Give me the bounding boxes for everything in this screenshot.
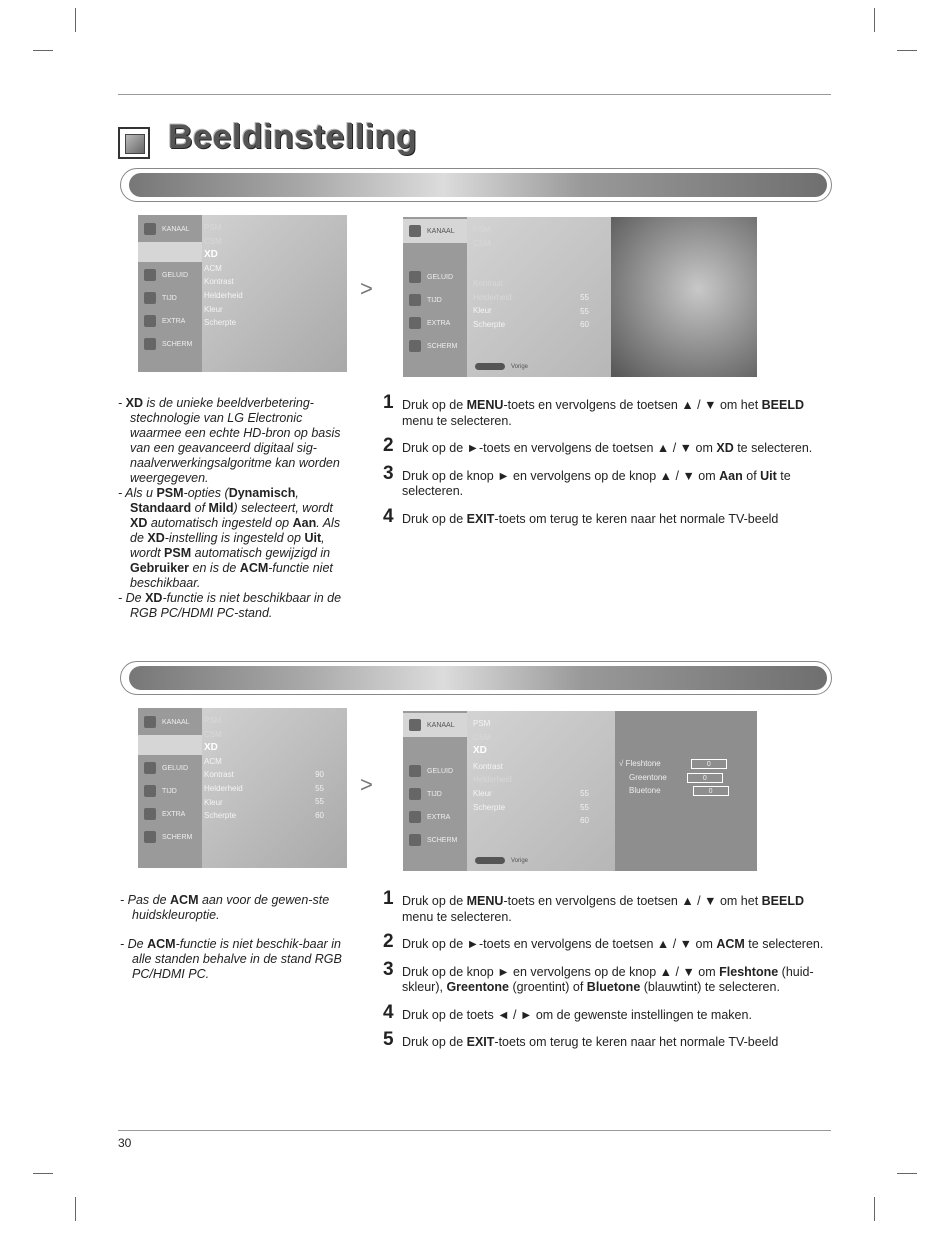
osd-values: 55 55 60 xyxy=(580,293,589,330)
tv-picture-preview xyxy=(611,217,757,377)
notes-section-1 xyxy=(118,396,352,621)
clock-icon xyxy=(144,785,156,797)
back-button-icon xyxy=(475,363,505,370)
antenna-icon xyxy=(144,716,156,728)
clock-icon xyxy=(409,788,421,800)
step: 2 Druk op de ►-toets en vervolgens de toetsen ▲ / ▼ om ACM te selecteren. xyxy=(383,931,824,952)
tv-menu-screenshot-acm xyxy=(138,708,347,868)
clock-icon xyxy=(144,292,156,304)
screen-icon xyxy=(409,834,421,846)
screen-icon xyxy=(144,831,156,843)
osd-menu-list: PSM CSM XD ACM Kontrast Helderheid Kleur Scherpte xyxy=(204,716,243,821)
osd-tab-extra: EXTRA xyxy=(403,311,467,335)
osd-back-hint: Vorige xyxy=(475,363,528,370)
wrench-icon xyxy=(144,808,156,820)
wrench-icon xyxy=(144,315,156,327)
osd-tab-scherm: SCHERM xyxy=(403,334,467,358)
osd-tab-kanaal: KANAAL xyxy=(138,710,202,734)
osd-tab-tijd: TIJD xyxy=(403,288,467,312)
tv-menu-screenshot-xd xyxy=(138,215,347,372)
osd-back-hint: Vorige xyxy=(475,857,528,864)
crop-mark xyxy=(897,50,917,51)
osd-tab-geluid: GELUID xyxy=(138,263,202,287)
section-banner xyxy=(120,661,832,695)
osd-tab-kanaal: KANAAL xyxy=(403,713,467,737)
step: 5 Druk op de EXIT-toets om terug te keren naar het normale TV-beeld xyxy=(383,1029,779,1050)
step: 1 Druk op de MENU-toets en vervolgens de toetsen ▲ / ▼ om het BEELD menu te selecteren. xyxy=(383,888,805,924)
osd-tab-beeld-selected xyxy=(138,735,202,755)
step: 4 Druk op de toets ◄ / ► om de gewenste instellingen te maken. xyxy=(383,1001,752,1023)
osd-tab-kanaal: KANAAL xyxy=(403,219,467,243)
step: 3 Druk op de knop ► en vervolgens op de knop ▲ / ▼ om Aan of Uit te selecteren. xyxy=(383,462,791,498)
arrow-right: > xyxy=(360,772,373,797)
step: 2 Druk op de ►-toets en vervolgens de toetsen ▲ / ▼ om XD te selecteren. xyxy=(383,435,813,456)
osd-values: 55 55 60 xyxy=(580,789,589,826)
tv-menu-screenshot-acm-submenu xyxy=(403,711,757,871)
step: 1 Druk op de MENU-toets en vervolgens de toetsen ▲ / ▼ om het BEELD menu te selecteren. xyxy=(383,392,805,428)
step: 3 Druk op de knop ► en vervolgens op de knop ▲ / ▼ om Fleshtone (huid-skleur), Greentone (groentint) of Bluetone (blauwtint) te selecteren. xyxy=(383,958,814,994)
osd-tab-scherm: SCHERM xyxy=(138,825,202,849)
top-rule xyxy=(118,94,831,95)
note: - De XD-functie is niet beschikbaar in de RGB PC/HDMI PC-stand. xyxy=(118,591,342,620)
osd-tab-extra: EXTRA xyxy=(138,802,202,826)
note: - Pas de ACM aan voor de gewen-ste huidskleuroptie. xyxy=(120,893,330,922)
section-banner xyxy=(120,168,832,202)
osd-menu-list: PSM CSM XD ACM Kontrast Helderheid Kleur Scherpte xyxy=(204,223,243,328)
speaker-icon xyxy=(144,762,156,774)
note: - De ACM-functie is niet beschik-baar in alle standen behalve in de stand RGB PC/HDMI PC. xyxy=(120,937,342,981)
osd-tab-tijd: TIJD xyxy=(138,779,202,803)
osd-menu-list: PSM CSM XD Kontrast Helderheid Kleur Scherpte xyxy=(473,719,512,812)
acm-options: √ Fleshtone 0 Greentone 0 Bluetone 0 xyxy=(619,757,729,798)
screen-icon xyxy=(144,338,156,350)
crop-mark xyxy=(75,8,76,32)
wrench-icon xyxy=(409,317,421,329)
osd-tab-geluid: GELUID xyxy=(403,759,467,783)
page-title: Beeldinstelling xyxy=(168,118,418,156)
crop-mark xyxy=(874,1197,875,1221)
osd-tab-beeld-selected xyxy=(138,242,202,262)
tv-menu-screenshot-xd-submenu xyxy=(403,217,757,377)
osd-tab-tijd: TIJD xyxy=(403,782,467,806)
crop-mark xyxy=(33,1173,53,1174)
osd-tab-tijd: TIJD xyxy=(138,286,202,310)
osd-tab-scherm: SCHERM xyxy=(403,828,467,852)
check-icon: √ xyxy=(619,759,624,768)
screen-icon xyxy=(409,340,421,352)
antenna-icon xyxy=(144,223,156,235)
osd-tab-kanaal: KANAAL xyxy=(138,217,202,241)
arrow-right: > xyxy=(360,276,373,301)
speaker-icon xyxy=(144,269,156,281)
osd-tab-extra: EXTRA xyxy=(403,805,467,829)
wrench-icon xyxy=(409,811,421,823)
osd-tab-geluid: GELUID xyxy=(403,265,467,289)
osd-tab-geluid: GELUID xyxy=(138,756,202,780)
note: - Als u PSM-opties (Dynamisch, Standaard of Mild) selecteert, wordt XD automatisch ingesteld op Aan. Als de XD-instelling is ingesteld op Uit, wordt PSM automatisch gewijzigd in Gebruiker en is de ACM-functie niet beschikbaar. xyxy=(118,486,341,590)
osd-tab-scherm: SCHERM xyxy=(138,332,202,356)
osd-tab-extra: EXTRA xyxy=(138,309,202,333)
crop-mark xyxy=(897,1173,917,1174)
antenna-icon xyxy=(409,719,421,731)
bottom-rule xyxy=(118,1130,831,1131)
crop-mark xyxy=(874,8,875,32)
steps-section-1 xyxy=(383,392,833,535)
steps-section-2 xyxy=(383,888,833,1059)
crop-mark xyxy=(75,1197,76,1221)
notes-section-2 xyxy=(120,893,342,982)
speaker-icon xyxy=(409,271,421,283)
antenna-icon xyxy=(409,225,421,237)
note: - XD is de unieke beeldverbetering-stechnologie van LG Electronic waarmee een echte HD-bron op basis van een geavanceerd digitaal sig-naalverwerkingsalgoritme kan worden weergegeven. xyxy=(118,396,341,485)
speaker-icon xyxy=(409,765,421,777)
clock-icon xyxy=(409,294,421,306)
crop-mark xyxy=(33,50,53,51)
back-button-icon xyxy=(475,857,505,864)
osd-menu-list: PSM CSM Kontrast Helderheid Kleur Scherpte xyxy=(473,225,512,329)
page-number: 30 xyxy=(118,1136,132,1150)
osd-values: 90 55 55 60 xyxy=(315,770,324,820)
step: 4 Druk op de EXIT-toets om terug te keren naar het normale TV-beeld xyxy=(383,505,779,527)
title-square-icon xyxy=(118,127,150,159)
